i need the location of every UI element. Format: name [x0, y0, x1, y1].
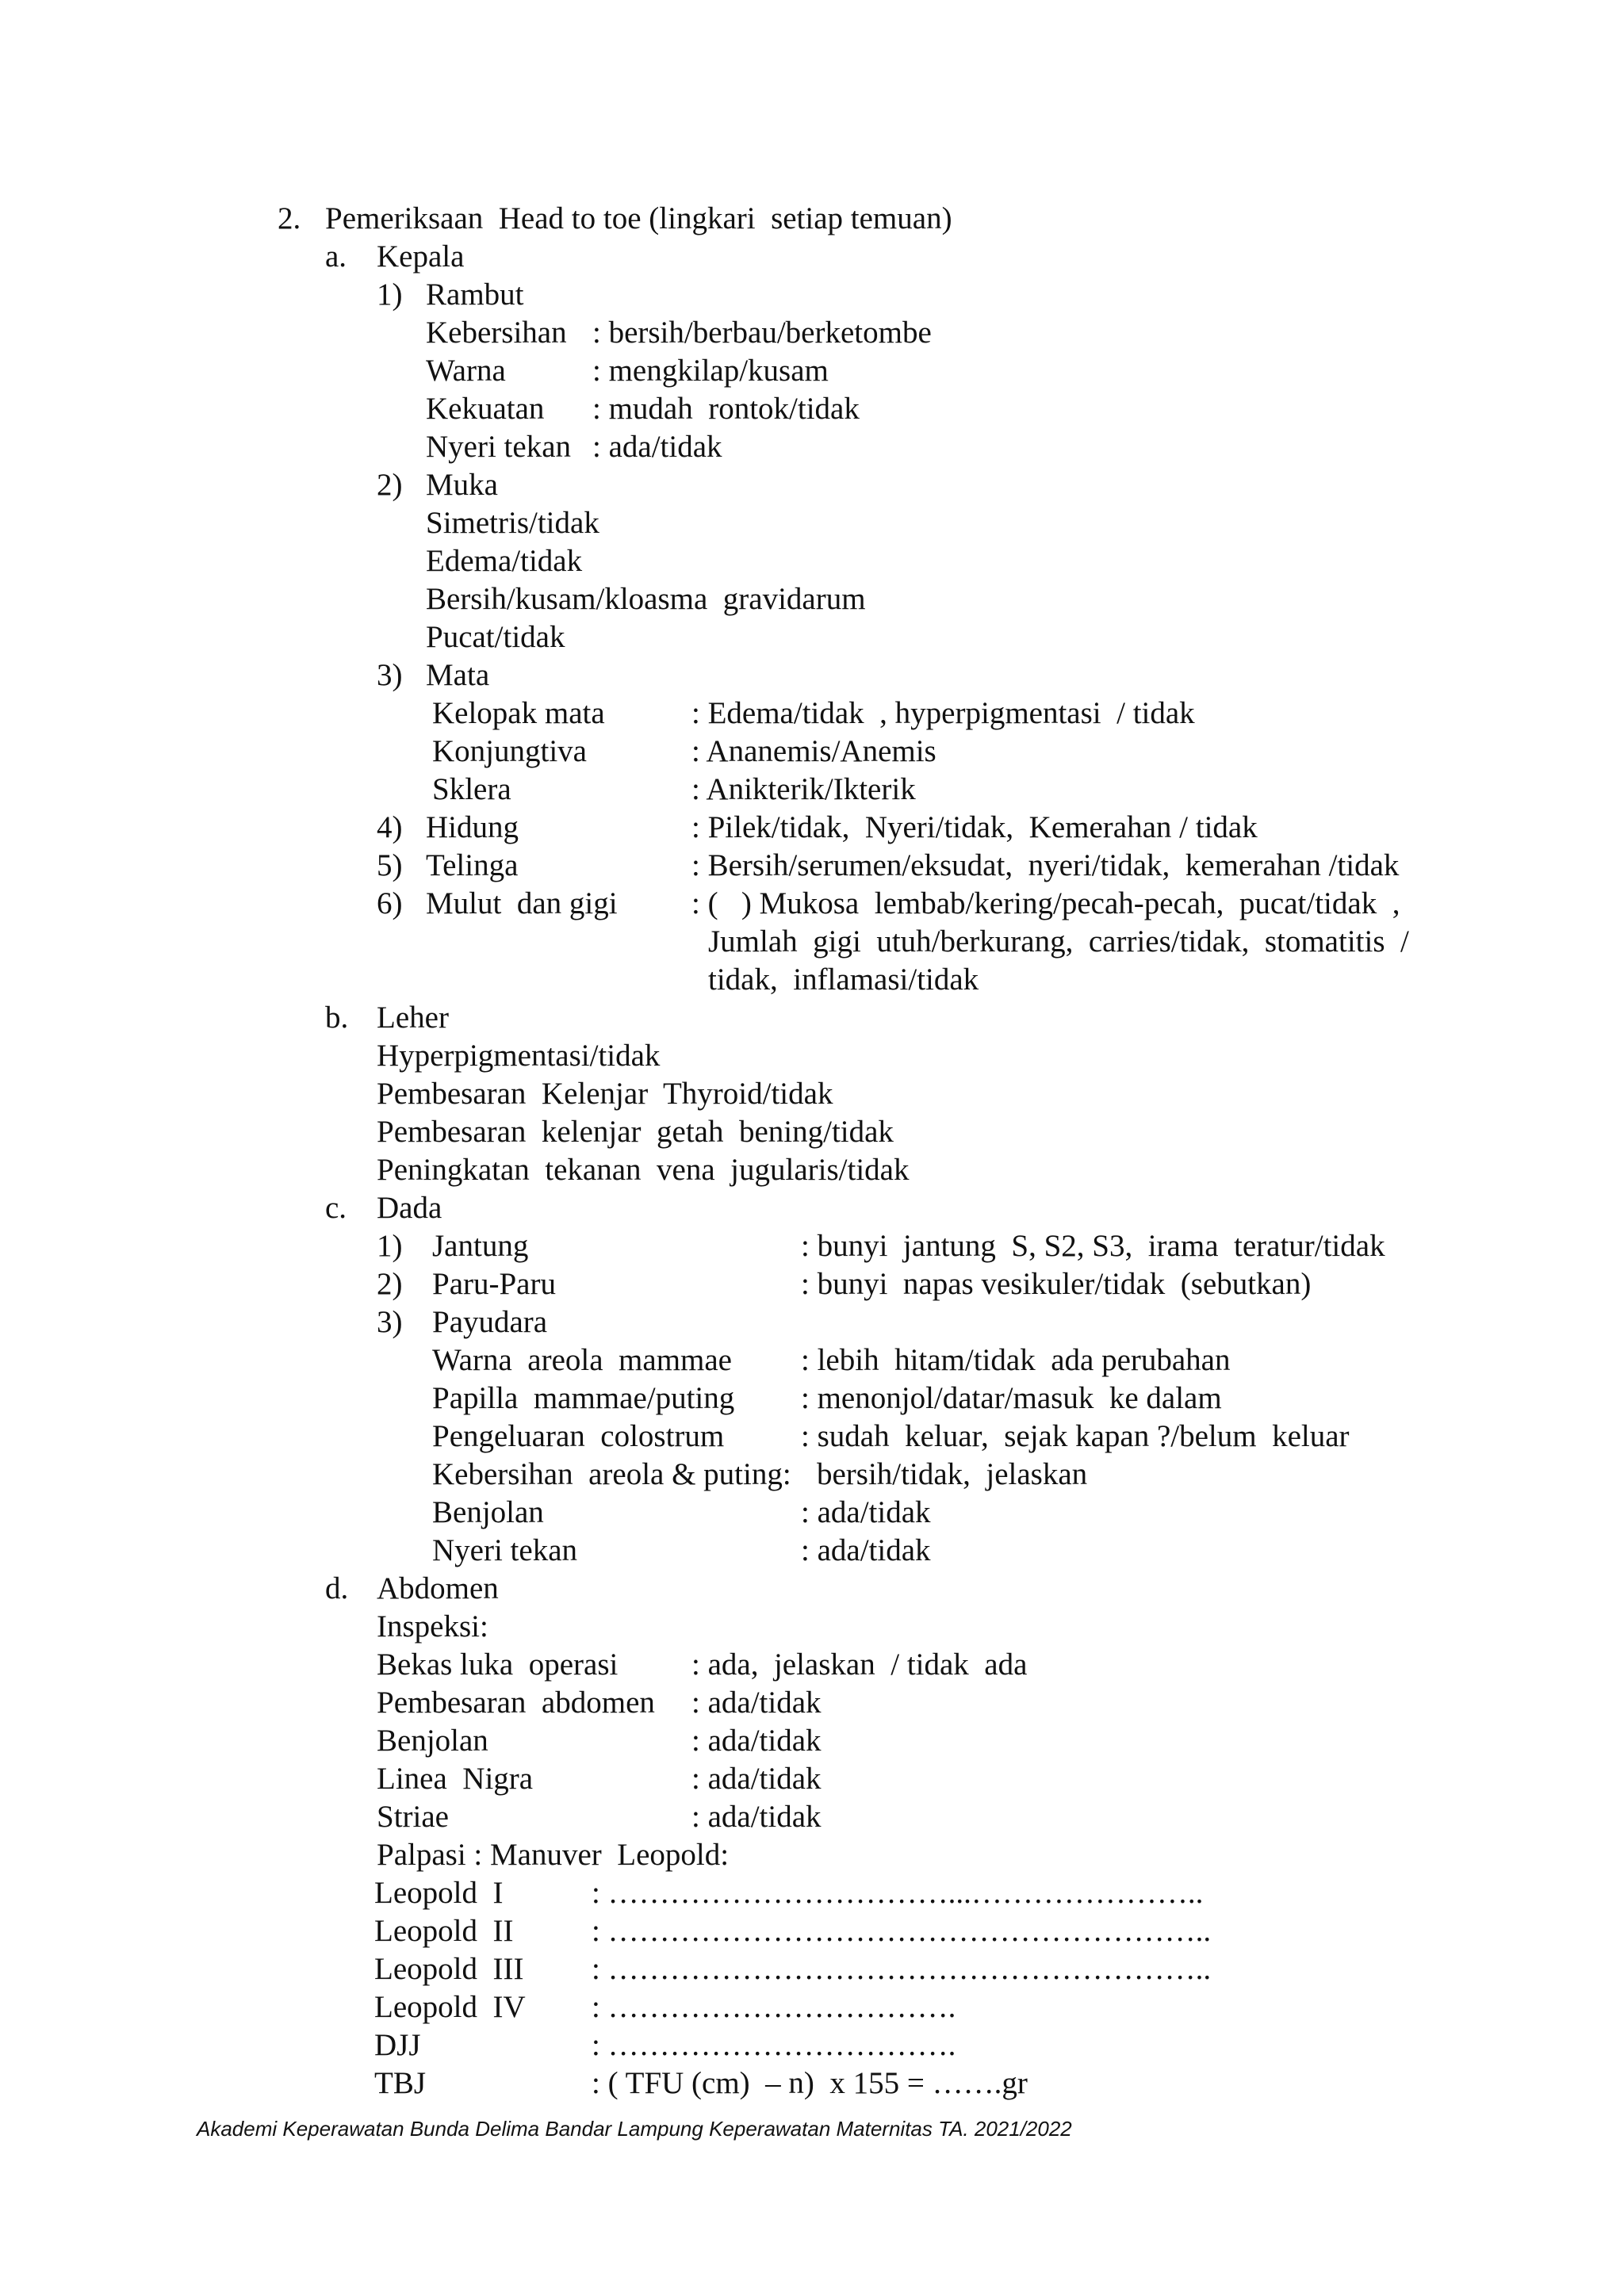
- field-label: Nyeri tekan: [432, 1533, 578, 1567]
- field-label: Kebersihan: [426, 316, 567, 350]
- field-label: Pembesaran abdomen: [377, 1686, 655, 1720]
- section-title: Pemeriksaan Head to toe (lingkari setiap temuan): [325, 201, 952, 235]
- item-title: Mata: [426, 658, 490, 692]
- field-label: Benjolan: [377, 1724, 488, 1758]
- page-footer: Akademi Keperawatan Bunda Delima Bandar Lampung Keperawatan Maternitas TA. 2021/2022: [197, 2117, 1072, 2141]
- section-number: 2.: [278, 201, 301, 235]
- group-heading: Inspeksi:: [377, 1609, 488, 1644]
- field-label: Jantung: [432, 1229, 529, 1263]
- item-marker: 1): [377, 277, 403, 312]
- item-marker: 1): [377, 1229, 403, 1263]
- field-value: : Ananemis/Anemis: [691, 734, 936, 768]
- field-label: Papilla mammae/puting: [432, 1381, 735, 1415]
- field-value: : bunyi napas vesikuler/tidak (sebutkan): [801, 1267, 1312, 1301]
- list-item: Edema/tidak: [426, 544, 583, 578]
- field-value: : menonjol/datar/masuk ke dalam: [801, 1381, 1222, 1415]
- subsection-title: Leher: [377, 1001, 449, 1035]
- field-label: Mulut dan gigi: [426, 886, 618, 920]
- field-label: Sklera: [432, 772, 511, 806]
- field-value: : …………………………………………………..: [592, 1914, 1212, 1948]
- field-value: : ada, jelaskan / tidak ada: [691, 1647, 1028, 1682]
- field-label: Leopold III: [374, 1952, 524, 1986]
- field-value: : Edema/tidak , hyperpigmentasi / tidak: [691, 696, 1195, 730]
- field-label: Benjolan: [432, 1495, 544, 1529]
- field-label: Leopold IV: [374, 1990, 526, 2024]
- field-value: : ada/tidak: [801, 1533, 931, 1567]
- field-value: : Anikterik/Ikterik: [691, 772, 916, 806]
- field-value: : …………………………….: [592, 1990, 956, 2024]
- list-item: Pembesaran kelenjar getah bening/tidak: [377, 1115, 894, 1149]
- subsection-title: Kepala: [377, 239, 465, 274]
- field-value: : ada/tidak: [691, 1686, 822, 1720]
- field-value: : mudah rontok/tidak: [592, 392, 860, 426]
- list-item: Simetris/tidak: [426, 506, 599, 540]
- field-value: : ada/tidak: [691, 1800, 822, 1834]
- group-heading: Palpasi : Manuver Leopold:: [377, 1838, 730, 1872]
- item-marker: 3): [377, 1305, 403, 1339]
- list-item: Bersih/kusam/kloasma gravidarum: [426, 582, 866, 616]
- field-label: Kelopak mata: [432, 696, 605, 730]
- field-label: Telinga: [426, 848, 519, 882]
- field-value: : …………………………….: [592, 2028, 956, 2062]
- field-value: : bersih/berbau/berketombe: [592, 316, 932, 350]
- field-value: : mengkilap/kusam: [592, 354, 829, 388]
- field-label: Bekas luka operasi: [377, 1647, 619, 1682]
- subsection-marker: b.: [325, 1001, 349, 1035]
- item-title: Payudara: [432, 1305, 548, 1339]
- field-label: DJJ: [374, 2028, 421, 2062]
- subsection-title: Abdomen: [377, 1571, 499, 1605]
- item-marker: 2): [377, 468, 403, 502]
- item-marker: 6): [377, 886, 403, 920]
- subsection-title: Dada: [377, 1191, 442, 1225]
- field-label: Paru-Paru: [432, 1267, 556, 1301]
- subsection-marker: c.: [325, 1191, 347, 1225]
- item-marker: 3): [377, 658, 403, 692]
- field-label: Linea Nigra: [377, 1762, 534, 1796]
- field-value: : lebih hitam/tidak ada perubahan: [801, 1343, 1231, 1377]
- field-value: : ada/tidak: [691, 1762, 822, 1796]
- list-item: Hyperpigmentasi/tidak: [377, 1039, 661, 1073]
- field-label: Pengeluaran colostrum: [432, 1419, 725, 1453]
- item-marker: 2): [377, 1267, 403, 1301]
- subsection-marker: a.: [325, 239, 347, 274]
- field-value: bersih/tidak, jelaskan: [817, 1457, 1088, 1491]
- list-item: Pucat/tidak: [426, 620, 565, 654]
- field-value: : ……………………………...…………………..: [592, 1876, 1204, 1910]
- field-label: Konjungtiva: [432, 734, 587, 768]
- field-value: : Pilek/tidak, Nyeri/tidak, Kemerahan / tidak: [691, 810, 1258, 844]
- field-label: Nyeri tekan: [426, 430, 572, 464]
- field-value: : sudah keluar, sejak kapan ?/belum keluar: [801, 1419, 1350, 1453]
- field-label: Warna areola mammae: [432, 1343, 732, 1377]
- field-label: TBJ: [374, 2066, 427, 2100]
- list-item: Pembesaran Kelenjar Thyroid/tidak: [377, 1077, 833, 1111]
- field-label: Kebersihan areola & puting:: [432, 1457, 791, 1491]
- list-item: Peningkatan tekanan vena jugularis/tidak: [377, 1153, 910, 1187]
- field-label: Hidung: [426, 810, 519, 844]
- field-value-continued: Jumlah gigi utuh/berkurang, carries/tidak, stomatitis /: [708, 924, 1409, 959]
- field-value: : Bersih/serumen/eksudat, nyeri/tidak, kemerahan /tidak: [691, 848, 1400, 882]
- field-label: Leopold II: [374, 1914, 514, 1948]
- field-value-continued: tidak, inflamasi/tidak: [708, 962, 979, 997]
- field-label: Kekuatan: [426, 392, 545, 426]
- field-value: : bunyi jantung S, S2, S3, irama teratur/tidak: [801, 1229, 1385, 1263]
- field-label: Striae: [377, 1800, 449, 1834]
- subsection-marker: d.: [325, 1571, 349, 1605]
- item-marker: 4): [377, 810, 403, 844]
- field-value: : ( TFU (cm) – n) x 155 = …….gr: [592, 2066, 1028, 2100]
- field-label: Leopold I: [374, 1876, 504, 1910]
- item-title: Muka: [426, 468, 498, 502]
- field-value: : ada/tidak: [592, 430, 722, 464]
- field-label: Warna: [426, 354, 506, 388]
- item-title: Rambut: [426, 277, 524, 312]
- field-value: : …………………………………………………..: [592, 1952, 1212, 1986]
- item-marker: 5): [377, 848, 403, 882]
- field-value: : ( ) Mukosa lembab/kering/pecah-pecah, pucat/tidak ,: [691, 886, 1400, 920]
- field-value: : ada/tidak: [801, 1495, 931, 1529]
- field-value: : ada/tidak: [691, 1724, 822, 1758]
